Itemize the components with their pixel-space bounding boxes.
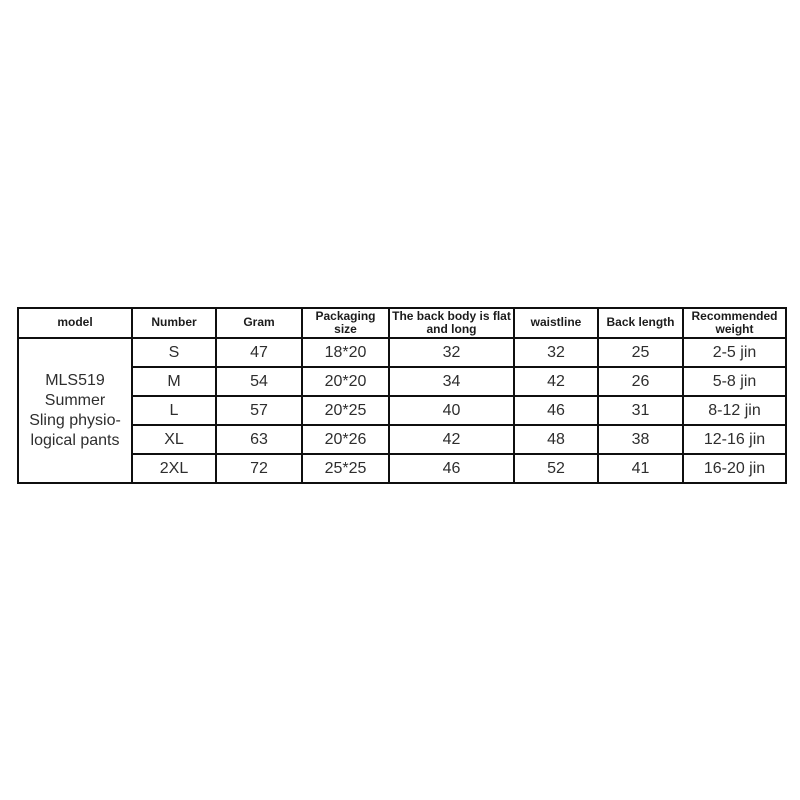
cell-number: 2XL [132,454,216,483]
cell-waistline: 46 [514,396,598,425]
header-back-length: Back length [598,308,683,338]
cell-gram: 63 [216,425,302,454]
table-row-m [18,367,786,396]
cell-waistline: 32 [514,338,598,367]
model-line: MLS519 [45,371,105,389]
header-gram: Gram [216,308,302,338]
cell-number: M [132,367,216,396]
cell-back-length: 26 [598,367,683,396]
table-row-2xl [18,454,786,483]
table-header-row [18,308,786,338]
cell-waistline: 42 [514,367,598,396]
header-model: model [18,308,132,338]
cell-back-length: 31 [598,396,683,425]
cell-weight: 2-5 jin [683,338,786,367]
table-row-l [18,396,786,425]
cell-back-length: 38 [598,425,683,454]
cell-packaging: 20*26 [302,425,389,454]
cell-gram: 47 [216,338,302,367]
table-row-s [18,338,786,367]
model-line: Summer [44,391,106,409]
cell-back-body: 46 [389,454,514,483]
cell-gram: 57 [216,396,302,425]
cell-weight: 8-12 jin [683,396,786,425]
model-cell [18,338,132,483]
cell-weight: 12-16 jin [683,425,786,454]
cell-packaging: 25*25 [302,454,389,483]
model-line: Sling physio- [29,411,121,429]
cell-weight: 5-8 jin [683,367,786,396]
cell-number: XL [132,425,216,454]
cell-packaging: 20*20 [302,367,389,396]
header-recommended-weight: Recommended weight [683,308,786,338]
header-number: Number [132,308,216,338]
cell-back-length: 41 [598,454,683,483]
cell-weight: 16-20 jin [683,454,786,483]
size-table [17,307,787,484]
cell-gram: 72 [216,454,302,483]
cell-packaging: 18*20 [302,338,389,367]
table-row-xl [18,425,786,454]
header-packaging-size: Packaging size [302,308,389,338]
cell-number: S [132,338,216,367]
model-line: logical pants [30,431,120,449]
cell-packaging: 20*25 [302,396,389,425]
cell-back-length: 25 [598,338,683,367]
cell-number: L [132,396,216,425]
cell-back-body: 42 [389,425,514,454]
cell-waistline: 52 [514,454,598,483]
cell-back-body: 34 [389,367,514,396]
cell-gram: 54 [216,367,302,396]
cell-back-body: 32 [389,338,514,367]
header-back-body: The back body is flat and long [389,308,514,338]
header-waistline: waistline [514,308,598,338]
cell-waistline: 48 [514,425,598,454]
cell-back-body: 40 [389,396,514,425]
